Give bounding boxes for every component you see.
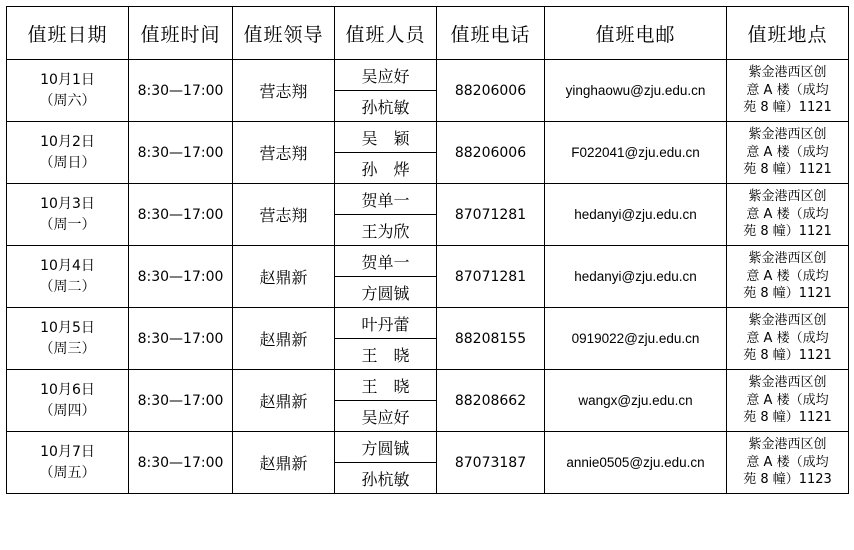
- duty-schedule-table: [6, 6, 849, 494]
- column-header-date: 值班日期: [7, 7, 129, 60]
- cell-person: 贺单一: [335, 184, 437, 215]
- table-row: [7, 246, 849, 277]
- cell-phone: 88208662: [437, 370, 545, 432]
- cell-time: 8:30—17:00: [129, 246, 233, 308]
- cell-person: 方圆铖: [335, 432, 437, 463]
- cell-date: [7, 60, 129, 122]
- cell-date: [7, 308, 129, 370]
- table-header: [7, 7, 849, 60]
- cell-person: 孙杭敏: [335, 91, 437, 122]
- date-weekday: （周三）: [39, 340, 96, 357]
- place-line-2: 意 A 楼（成均: [746, 206, 829, 222]
- cell-email: wangx@zju.edu.cn: [545, 370, 727, 432]
- date-weekday: （周五）: [39, 464, 96, 481]
- cell-leader: 赵鼎新: [233, 432, 335, 494]
- table-row: [7, 122, 849, 153]
- table-row: [7, 184, 849, 215]
- cell-leader: 赵鼎新: [233, 308, 335, 370]
- cell-date: [7, 432, 129, 494]
- cell-phone: 87071281: [437, 184, 545, 246]
- cell-phone: 88208155: [437, 308, 545, 370]
- cell-place: [727, 122, 849, 184]
- column-header-email: 值班电邮: [545, 7, 727, 60]
- place-line-3: 苑 8 幢）1121: [743, 348, 832, 364]
- cell-date: [7, 246, 129, 308]
- date-day: 10月2日: [40, 134, 95, 151]
- date-day: 10月5日: [40, 320, 95, 337]
- cell-person: 叶丹蕾: [335, 308, 437, 339]
- column-header-person: 值班人员: [335, 7, 437, 60]
- cell-person: 王 晓: [335, 370, 437, 401]
- date-weekday: （周四）: [39, 402, 96, 419]
- place-line-1: 紫金港西区创: [748, 65, 827, 81]
- table-body: [7, 60, 849, 494]
- date-weekday: （周二）: [39, 278, 96, 295]
- cell-email: hedanyi@zju.edu.cn: [545, 246, 727, 308]
- cell-leader: 营志翔: [233, 184, 335, 246]
- column-header-phone: 值班电话: [437, 7, 545, 60]
- cell-leader: 营志翔: [233, 60, 335, 122]
- cell-person: 孙杭敏: [335, 463, 437, 494]
- date-day: 10月1日: [40, 72, 95, 89]
- cell-leader: 赵鼎新: [233, 370, 335, 432]
- column-header-time: 值班时间: [129, 7, 233, 60]
- place-line-2: 意 A 楼（成均: [746, 454, 829, 470]
- place-line-1: 紫金港西区创: [748, 251, 827, 267]
- place-line-2: 意 A 楼（成均: [746, 268, 829, 284]
- cell-phone: 87071281: [437, 246, 545, 308]
- column-header-place: 值班地点: [727, 7, 849, 60]
- cell-time: 8:30—17:00: [129, 184, 233, 246]
- place-line-3: 苑 8 幢）1123: [743, 472, 832, 488]
- table-row: [7, 60, 849, 91]
- date-day: 10月3日: [40, 196, 95, 213]
- cell-place: [727, 370, 849, 432]
- date-weekday: （周日）: [39, 154, 96, 171]
- cell-time: 8:30—17:00: [129, 122, 233, 184]
- column-header-leader: 值班领导: [233, 7, 335, 60]
- cell-person: 吴应好: [335, 60, 437, 91]
- place-line-3: 苑 8 幢）1121: [743, 286, 832, 302]
- cell-date: [7, 370, 129, 432]
- cell-time: 8:30—17:00: [129, 60, 233, 122]
- cell-email: annie0505@zju.edu.cn: [545, 432, 727, 494]
- place-line-1: 紫金港西区创: [748, 375, 827, 391]
- place-line-3: 苑 8 幢）1121: [743, 100, 832, 116]
- place-line-1: 紫金港西区创: [748, 437, 827, 453]
- cell-email: F022041@zju.edu.cn: [545, 122, 727, 184]
- cell-phone: 87073187: [437, 432, 545, 494]
- place-line-3: 苑 8 幢）1121: [743, 224, 832, 240]
- table-row: [7, 432, 849, 463]
- date-day: 10月7日: [40, 444, 95, 461]
- cell-leader: 赵鼎新: [233, 246, 335, 308]
- cell-email: hedanyi@zju.edu.cn: [545, 184, 727, 246]
- place-line-2: 意 A 楼（成均: [746, 144, 829, 160]
- cell-person: 王 晓: [335, 339, 437, 370]
- cell-email: yinghaowu@zju.edu.cn: [545, 60, 727, 122]
- place-line-1: 紫金港西区创: [748, 313, 827, 329]
- cell-phone: 88206006: [437, 122, 545, 184]
- cell-person: 方圆铖: [335, 277, 437, 308]
- date-weekday: （周一）: [39, 216, 96, 233]
- date-weekday: （周六）: [39, 92, 96, 109]
- cell-person: 王为欣: [335, 215, 437, 246]
- cell-leader: 营志翔: [233, 122, 335, 184]
- place-line-2: 意 A 楼（成均: [746, 392, 829, 408]
- place-line-1: 紫金港西区创: [748, 127, 827, 143]
- cell-time: 8:30—17:00: [129, 432, 233, 494]
- table-header-row: [7, 7, 849, 60]
- table-row: [7, 370, 849, 401]
- cell-person: 孙 烨: [335, 153, 437, 184]
- cell-email: 0919022@zju.edu.cn: [545, 308, 727, 370]
- cell-place: [727, 184, 849, 246]
- date-day: 10月4日: [40, 258, 95, 275]
- cell-time: 8:30—17:00: [129, 370, 233, 432]
- cell-place: [727, 308, 849, 370]
- cell-person: 吴 颖: [335, 122, 437, 153]
- cell-time: 8:30—17:00: [129, 308, 233, 370]
- cell-phone: 88206006: [437, 60, 545, 122]
- cell-person: 吴应好: [335, 401, 437, 432]
- cell-date: [7, 122, 129, 184]
- cell-place: [727, 432, 849, 494]
- place-line-3: 苑 8 幢）1121: [743, 410, 832, 426]
- date-day: 10月6日: [40, 382, 95, 399]
- table-row: [7, 308, 849, 339]
- place-line-2: 意 A 楼（成均: [746, 330, 829, 346]
- cell-person: 贺单一: [335, 246, 437, 277]
- place-line-1: 紫金港西区创: [748, 189, 827, 205]
- cell-date: [7, 184, 129, 246]
- cell-place: [727, 60, 849, 122]
- cell-place: [727, 246, 849, 308]
- place-line-2: 意 A 楼（成均: [746, 82, 829, 98]
- place-line-3: 苑 8 幢）1121: [743, 162, 832, 178]
